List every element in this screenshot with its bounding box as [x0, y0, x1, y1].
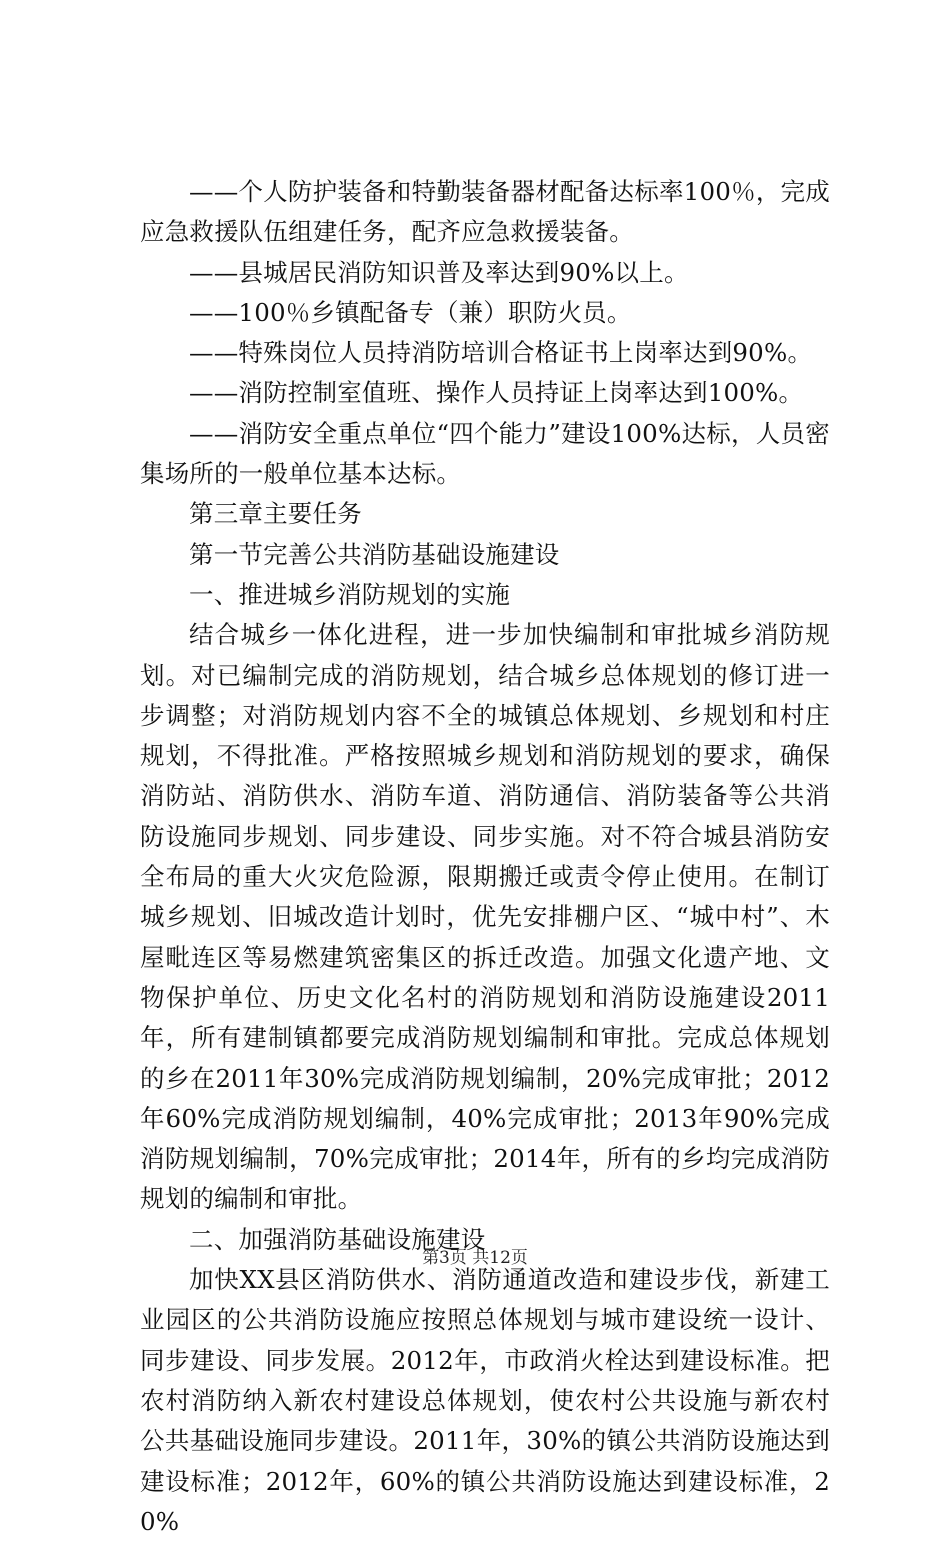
document-body	[140, 172, 830, 1542]
paragraph-control-room-certification: ——消防控制室值班、操作人员持证上岗率达到100%。	[189, 378, 804, 408]
paragraph-four-capabilities: ——消防安全重点单位“四个能力”建设100%达标，人员密集场所的一般单位基本达标。	[140, 418, 830, 489]
paragraph-ppe-target: ——个人防护装备和特勤装备器材配备达标率100％，完成应急救援队伍组建任务，配齐应急救援装备。	[140, 177, 830, 247]
paragraph-special-post-certification: ——特殊岗位人员持消防培训合格证书上岗率达到90%。	[189, 338, 813, 368]
section-heading: 第一节完善公共消防基础设施建设	[189, 539, 560, 569]
page-footer: 第3页 共12页	[422, 1248, 528, 1268]
chapter-heading: 第三章主要任务	[189, 499, 362, 529]
paragraph-resident-awareness: ——县城居民消防知识普及率达到90%以上。	[189, 257, 689, 287]
subsection-heading-1: 一、推进城乡消防规划的实施	[189, 579, 511, 609]
paragraph-township-firefighters: ——100％乡镇配备专（兼）职防火员。	[189, 297, 632, 327]
paragraph-planning: 结合城乡一体化进程，进一步加快编制和审批城乡消防规划。对已编制完成的消防规划，结合城乡总体规划的修订进一步调整；对消防规划内容不全的城镇总体规划、乡规划和村庄规划，不得批准。严格按照城乡规划和消防规划的要求，确保消防站、消防供水、消防车道、消防通信、消防装备等公共消防设施同步规划、同步建设、同步实施。对不符合城县消防安全布局的重大火灾危险源，限期搬迁或责令停止使用。在制订城乡规划、旧城改造计划时，优先安排棚户区、“城中村”、木屋毗连区等易燃建筑密集区的拆迁改造。加强文化遗产地、文物保护单位、历史文化名村的消防规划和消防设施建设2011年，所有建制镇都要完成消防规划编制和审批。完成总体规划的乡在2011年30%完成消防规划编制，20%完成审批；2012年60%完成消防规划编制，40%完成审批；2013年90%完成消防规划编制，70%完成审批；2014年，所有的乡均完成消防规划的编制和审批。	[140, 620, 830, 1214]
subsection-heading-2: 二、加强消防基础设施建设	[189, 1224, 486, 1254]
paragraph-infrastructure: 加快XX县区消防供水、消防通道改造和建设步伐，新建工业园区的公共消防设施应按照总体规划与城市建设统一设计、同步建设、同步发展。2012年，市政消火栓达到建设标准。把农村消防纳入新农村建设总体规划，使农村公共设施与新农村公共基础设施同步建设。2011年，30%的镇公共消防设施达到建设标准；2012年，60%的镇公共消防设施达到建设标准，20%	[140, 1265, 830, 1536]
